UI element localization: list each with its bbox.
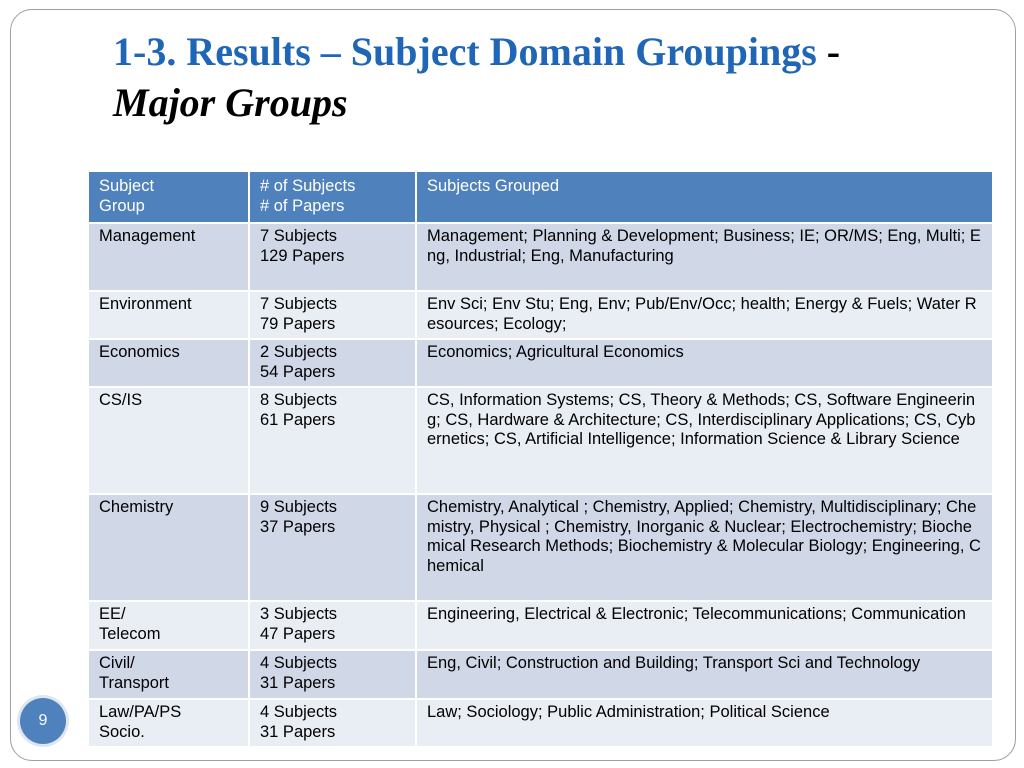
table-row — [88, 601, 993, 650]
subject-count: 2 Subjects — [260, 343, 338, 361]
header-text: # of Papers — [260, 196, 345, 215]
title-subtitle: Major Groups — [113, 80, 348, 125]
cell-subjects-grouped — [416, 650, 993, 699]
header-text: # of Subjects — [260, 177, 356, 195]
page-number: 9 — [38, 712, 48, 729]
group-name-line: Telecom — [99, 624, 161, 643]
title-dash: - — [816, 29, 841, 74]
paper-count: 61 Papers — [260, 410, 336, 429]
group-name-line: Civil/ — [99, 654, 135, 672]
subject-count: 4 Subjects — [260, 703, 338, 721]
subject-count: 7 Subjects — [260, 295, 338, 313]
group-name-line: EE/ — [99, 605, 126, 623]
cell-subject-group — [88, 650, 249, 699]
table-row — [88, 223, 993, 291]
cell-subject-group — [88, 601, 249, 650]
cell-counts — [249, 387, 416, 494]
table-row — [88, 494, 993, 601]
subjects-grouped-text: Law; Sociology; Public Administration; Political Science — [427, 703, 830, 721]
group-name-line: Law/PA/PS — [99, 703, 182, 721]
page-number-badge — [20, 698, 66, 744]
cell-subjects-grouped — [416, 387, 993, 494]
title-main: 1-3. Results – Subject Domain Groupings — [113, 29, 817, 74]
table-header-row — [88, 171, 993, 223]
cell-subjects-grouped — [416, 223, 993, 291]
subjects-grouped-text: Economics; Agricultural Economics — [427, 343, 684, 361]
slide-title — [113, 26, 993, 128]
group-name-line: Environment — [99, 295, 192, 313]
cell-subject-group — [88, 223, 249, 291]
cell-counts — [249, 291, 416, 339]
table-row — [88, 699, 993, 747]
table-row — [88, 339, 993, 387]
subject-count: 8 Subjects — [260, 391, 338, 409]
cell-counts — [249, 601, 416, 650]
group-name-line: Chemistry — [99, 498, 174, 516]
cell-subjects-grouped — [416, 291, 993, 339]
subject-groups-table — [87, 170, 994, 748]
header-subjects-grouped — [416, 171, 993, 223]
subjects-grouped-text: Management; Planning & Development; Business; IE; OR/MS; Eng, Multi; Eng, Industrial; Eng, Manufacturing — [427, 227, 981, 265]
paper-count: 47 Papers — [260, 624, 336, 643]
paper-count: 129 Papers — [260, 246, 345, 265]
paper-count: 79 Papers — [260, 314, 336, 333]
subjects-grouped-text: Eng, Civil; Construction and Building; Transport Sci and Technology — [427, 654, 921, 672]
cell-subject-group — [88, 291, 249, 339]
subjects-grouped-text: CS, Information Systems; CS, Theory & Methods; CS, Software Engineering; CS, Hardware & Architecture; CS, Interdisciplinary Applications; CS, Cybernetics; CS, Artificial Intelligence; Information Science & Library Science — [427, 391, 976, 448]
cell-subjects-grouped — [416, 601, 993, 650]
paper-count: 54 Papers — [260, 362, 336, 381]
subject-count: 7 Subjects — [260, 227, 338, 245]
group-name-line: Socio. — [99, 722, 145, 741]
table-row — [88, 291, 993, 339]
cell-subject-group — [88, 339, 249, 387]
table-row — [88, 650, 993, 699]
group-name-line: CS/IS — [99, 391, 143, 409]
cell-counts — [249, 339, 416, 387]
paper-count: 31 Papers — [260, 673, 336, 692]
header-text: Group — [99, 196, 145, 215]
cell-subjects-grouped — [416, 339, 993, 387]
header-counts — [249, 171, 416, 223]
subject-count: 4 Subjects — [260, 654, 338, 672]
subject-count: 9 Subjects — [260, 498, 338, 516]
cell-counts — [249, 223, 416, 291]
header-text: Subject — [99, 177, 155, 195]
cell-subjects-grouped — [416, 699, 993, 747]
paper-count: 37 Papers — [260, 517, 336, 536]
subjects-grouped-text: Env Sci; Env Stu; Eng, Env; Pub/Env/Occ; health; Energy & Fuels; Water Resources; Ecology; — [427, 295, 977, 333]
subjects-grouped-text: Chemistry, Analytical ; Chemistry, Applied; Chemistry, Multidisciplinary; Chemistry, Physical ; Chemistry, Inorganic & Nuclear; Electrochemistry; Biochemical Research Methods; Biochemistry & Molecular Biology; Engineering, Chemical — [427, 498, 981, 575]
header-subject-group — [88, 171, 249, 223]
table-row — [88, 387, 993, 494]
group-name-line: Transport — [99, 673, 169, 692]
paper-count: 31 Papers — [260, 722, 336, 741]
subject-count: 3 Subjects — [260, 605, 338, 623]
group-name-line: Economics — [99, 343, 180, 361]
cell-counts — [249, 494, 416, 601]
cell-subject-group — [88, 387, 249, 494]
cell-subjects-grouped — [416, 494, 993, 601]
group-name-line: Management — [99, 227, 196, 245]
cell-subject-group — [88, 494, 249, 601]
cell-subject-group — [88, 699, 249, 747]
subjects-grouped-text: Engineering, Electrical & Electronic; Telecommunications; Communication — [427, 605, 966, 623]
cell-counts — [249, 699, 416, 747]
cell-counts — [249, 650, 416, 699]
table-body — [88, 223, 993, 747]
header-text: Subjects Grouped — [427, 177, 560, 195]
